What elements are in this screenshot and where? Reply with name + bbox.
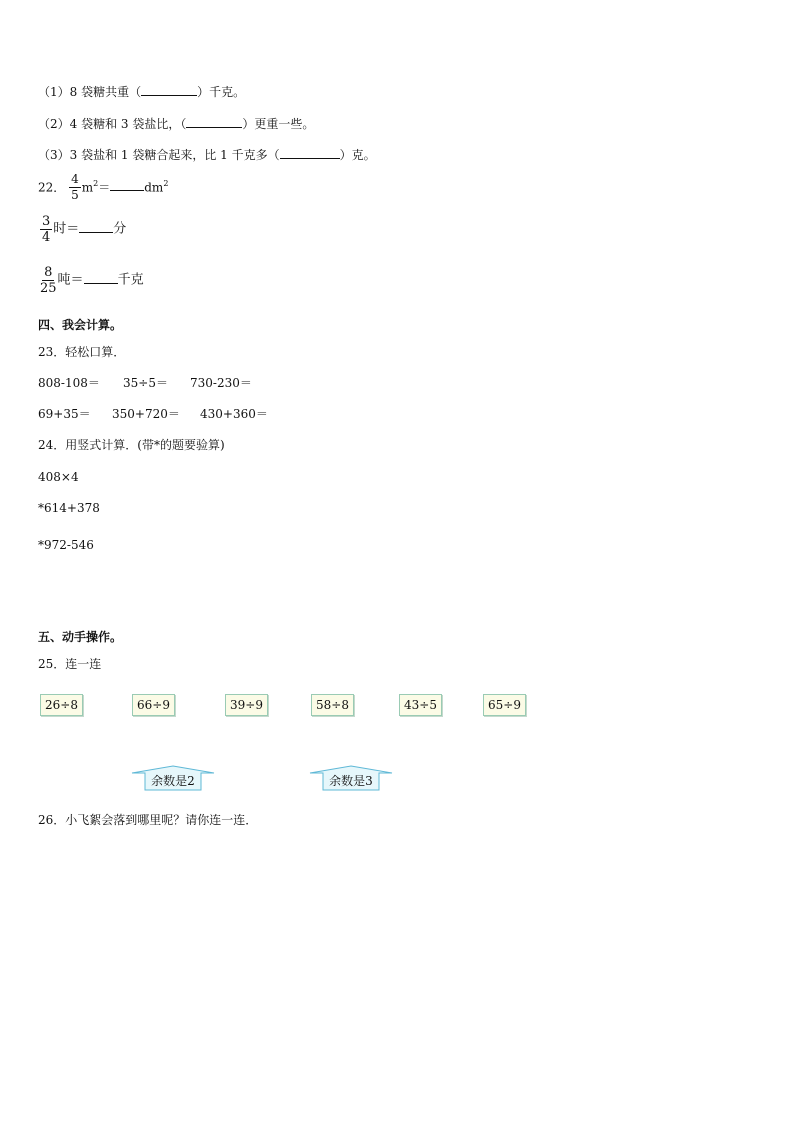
q22-c-blank[interactable]: [84, 271, 118, 284]
q21-sub1-before: （1）8 袋糖共重（: [38, 85, 142, 99]
q21-sub2: [38, 115, 314, 132]
q21-sub1: [38, 83, 245, 100]
q22-a: [38, 172, 168, 203]
q22-a-sup-from: 2: [93, 179, 99, 188]
q24-item-2: *614+378: [38, 501, 100, 515]
q21-sub3-blank[interactable]: [280, 146, 340, 159]
q22-c-denominator: 25: [40, 281, 57, 296]
q24-item-1: 408×4: [38, 470, 79, 484]
q22-c-numerator: 8: [44, 265, 53, 280]
division-card-39-9[interactable]: 39÷9: [225, 694, 268, 716]
division-card-66-9[interactable]: 66÷9: [132, 694, 175, 716]
q21-sub3: [38, 146, 376, 163]
remainder-2-target[interactable]: [131, 765, 215, 791]
q23-r2-c1: 69+35＝: [38, 407, 91, 421]
q21-sub1-after: ）千克。: [197, 85, 246, 99]
q21-sub2-blank[interactable]: [186, 115, 242, 128]
q22-a-unit-from: m: [81, 180, 94, 195]
q22-c: [40, 265, 144, 296]
q22-b-denominator: 4: [42, 230, 51, 245]
q22-c-fraction: [40, 265, 57, 296]
q21-sub3-before: （3）3 袋盐和 1 袋糖合起来，比 1 千克多（: [38, 148, 280, 162]
q22-a-fraction: [69, 172, 81, 203]
q21-sub3-after: ）克。: [339, 148, 376, 162]
division-card-65-9[interactable]: 65÷9: [483, 694, 526, 716]
q22-b-blank[interactable]: [79, 220, 113, 233]
division-card-58-8[interactable]: 58÷8: [311, 694, 354, 716]
division-card-43-5[interactable]: 43÷5: [399, 694, 442, 716]
q24-title: 24．用竖式计算．(带*的题要验算): [38, 438, 225, 452]
q22-c-unit-from: 吨＝: [57, 272, 84, 288]
q23-title: 23．轻松口算．: [38, 345, 126, 359]
q24-item-3: *972-546: [38, 538, 94, 552]
q23-r2-c3: 430+360＝: [200, 407, 268, 421]
remainder-3-label: 余数是3: [329, 774, 373, 788]
q22-a-numerator: 4: [71, 172, 79, 186]
q22-a-sup-to: 2: [163, 179, 169, 188]
section4-heading: 四、我会计算。: [38, 318, 123, 332]
q23-r2-c2: 350+720＝: [112, 407, 180, 421]
q22-number: 22．: [38, 180, 66, 195]
q22-a-blank[interactable]: [110, 178, 144, 191]
q23-r1-c3: 730-230＝: [190, 376, 252, 390]
q23-r1-c2: 35÷5＝: [123, 376, 168, 390]
section5-heading: 五、动手操作。: [38, 630, 123, 644]
q22-b-unit-from: 时＝: [53, 221, 80, 237]
q21-sub2-after: ）更重一些。: [242, 117, 315, 131]
q22-b-numerator: 3: [42, 214, 51, 229]
q23-r1-c1: 808-108＝: [38, 376, 100, 390]
q22-a-denominator: 5: [71, 188, 79, 202]
q22-c-unit-to: 千克: [117, 272, 144, 288]
q22-b-fraction: [40, 214, 52, 245]
q25-title: 25．连一连: [38, 657, 102, 671]
q22-a-unit-to: dm: [144, 180, 164, 195]
division-card-26-8[interactable]: 26÷8: [40, 694, 83, 716]
remainder-2-label: 余数是2: [151, 774, 195, 788]
q21-sub2-before: （2）4 袋糖和 3 袋盐比，（: [38, 117, 187, 131]
q22-b-unit-to: 分: [113, 221, 127, 237]
q21-sub1-blank[interactable]: [141, 83, 197, 96]
q26-title: 26．小飞絮会落到哪里呢？请你连一连．: [38, 813, 258, 827]
q22-a-eq: ＝: [98, 180, 111, 195]
q22-b: [40, 214, 126, 245]
remainder-3-target[interactable]: [309, 765, 393, 791]
